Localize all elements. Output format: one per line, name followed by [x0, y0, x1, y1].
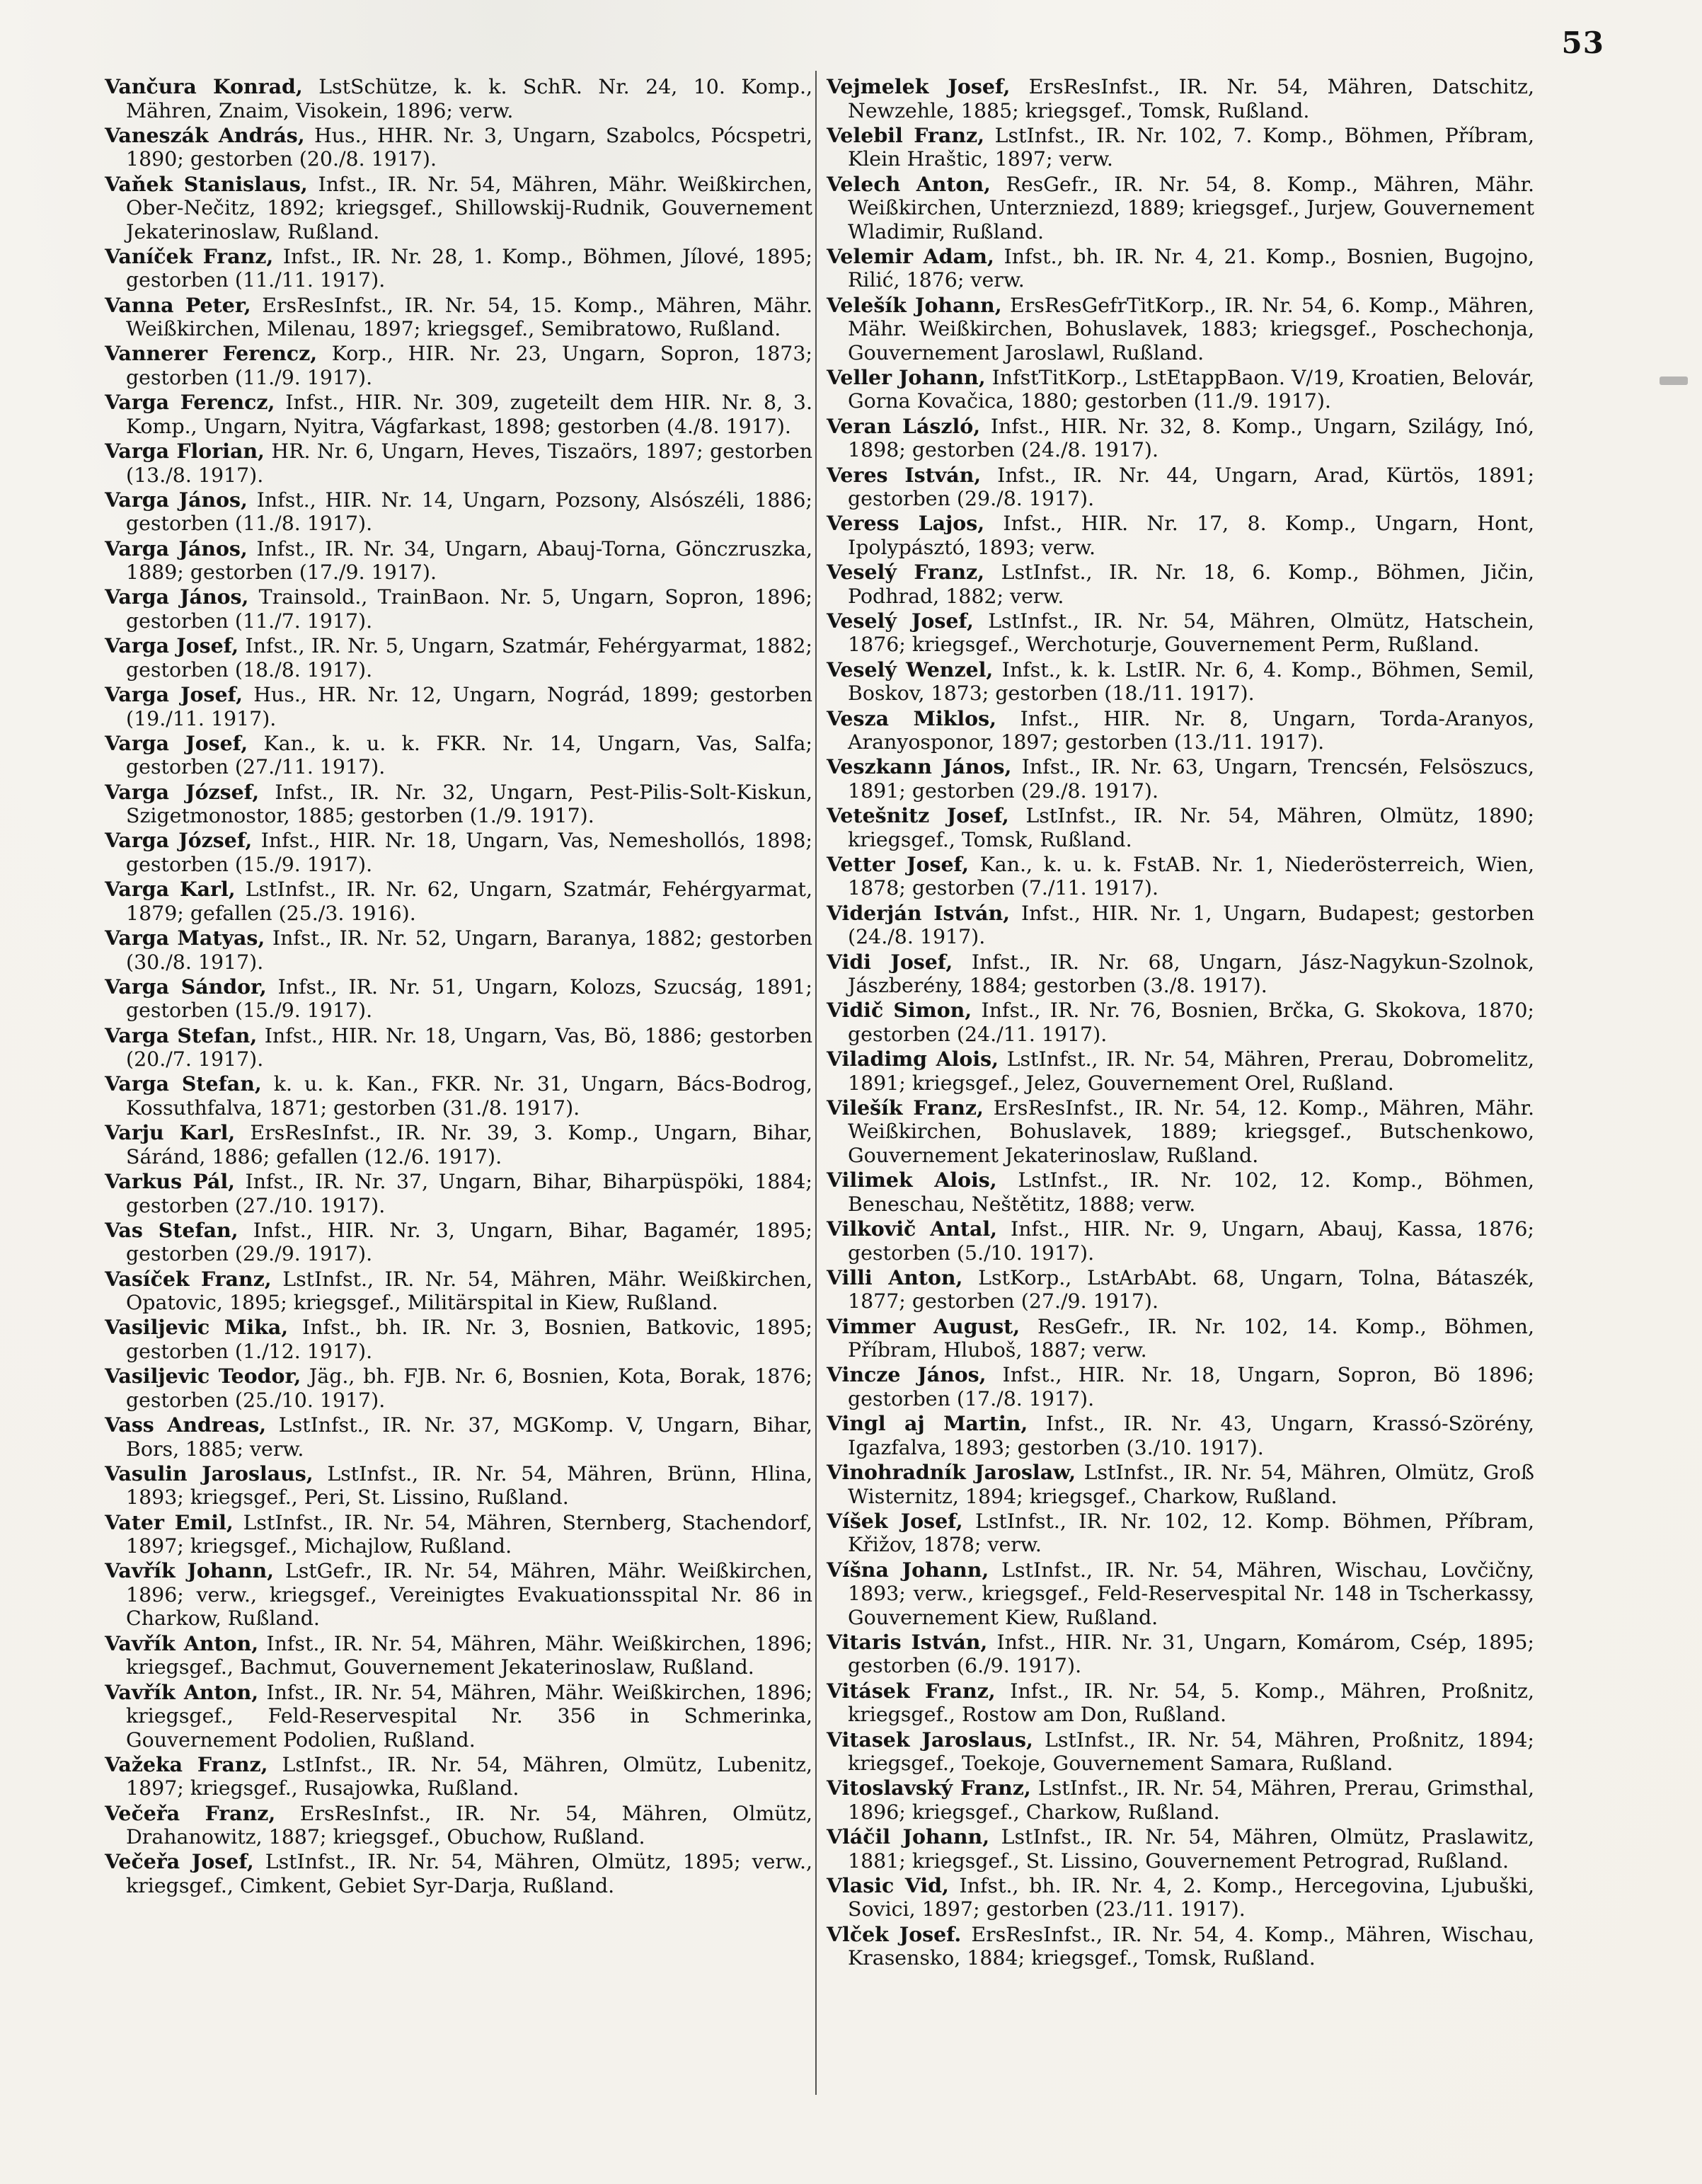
entry-name: Velebil Franz,: [827, 122, 984, 147]
register-entry: [105, 1413, 812, 1461]
entry-details: LstInfst., IR. Nr. 54, Mähren, Olmütz, Hatschein, 1876; kriegsgef., Werchoturje, Gouvernement Perm, Rußland.: [848, 609, 1535, 657]
entry-name: Vlasic Vid,: [827, 1873, 949, 1897]
register-entry: [827, 1217, 1534, 1265]
scan-speck: [1660, 377, 1688, 385]
register-entry: [827, 1315, 1534, 1362]
entry-name: Veres István,: [827, 462, 982, 487]
entry-name: Vincze János,: [827, 1362, 987, 1387]
entry-details: Infst., IR. Nr. 52, Ungarn, Baranya, 1882; gestorben (30./8. 1917).: [126, 926, 812, 974]
entry-details: ResGefr., IR. Nr. 102, 14. Komp., Böhmen, Příbram, Hluboš, 1887; verw.: [848, 1314, 1534, 1362]
entry-name: Veress Lajos,: [827, 511, 985, 536]
register-entry: [105, 1462, 812, 1510]
register-entry: [827, 1825, 1534, 1873]
register-entry: [827, 1874, 1534, 1921]
entry-name: Vetter Josef,: [827, 851, 970, 876]
entry-details: ErsResInfst., IR. Nr. 54, 4. Komp., Mähren, Wischau, Krasensko, 1884; kriegsgef., Tomsk, Rußland.: [848, 1922, 1535, 1970]
entry-details: LstInfst., IR. Nr. 54, Mähren, Mähr. Weißkirchen, Opatovic, 1895; kriegsgef., Militärspital in Kiew, Rußland.: [126, 1267, 812, 1315]
entry-name: Vimmer August,: [827, 1314, 1020, 1338]
entry-details: Infst., HIR. Nr. 17, 8. Komp., Ungarn, Hont, Ipolypásztó, 1893; verw.: [848, 512, 1534, 559]
entry-details: Infst., HIR. Nr. 18, Ungarn, Vas, Nemeshollós, 1898; gestorben (15./9. 1917).: [126, 829, 812, 876]
entry-details: ErsResInfst., IR. Nr. 39, 3. Komp., Ungarn, Bihar, Sáránd, 1886; gefallen (12./6. 1917).: [126, 1121, 812, 1168]
register-entry: [105, 294, 812, 341]
entry-name: Večeřa Franz,: [105, 1800, 276, 1825]
register-entry: [105, 173, 812, 244]
entry-name: Víšna Johann,: [827, 1557, 989, 1582]
register-entry: [827, 512, 1534, 559]
entry-name: Vavřík Anton,: [105, 1631, 259, 1655]
entry-details: LstInfst., IR. Nr. 54, Mähren, Olmütz, Praslawitz, 1881; kriegsgef., St. Lissino, Gouvernement Petrograd, Rußland.: [848, 1825, 1534, 1873]
entry-name: Varga János,: [105, 536, 248, 561]
entry-details: Infst., HIR. Nr. 14, Ungarn, Pozsony, Alsószéli, 1886; gestorben (11./8. 1917).: [126, 488, 812, 536]
entry-name: Varga József,: [105, 828, 253, 853]
entry-name: Vilešík Franz,: [827, 1095, 984, 1120]
register-entry: [105, 975, 812, 1023]
entry-name: Varga János,: [105, 487, 248, 512]
register-entry: [827, 1776, 1534, 1824]
register-entry: [105, 926, 812, 974]
entry-name: Velemir Adam,: [827, 243, 994, 268]
page-number: 53: [1561, 25, 1604, 60]
entry-name: Vasíček Franz,: [105, 1266, 272, 1291]
register-entry: [105, 342, 812, 389]
entry-name: Vavřík Johann,: [105, 1558, 275, 1583]
entry-details: LstInfst., IR. Nr. 102, 12. Komp. Böhmen, Příbram, Křižov, 1878; verw.: [848, 1509, 1534, 1557]
entry-details: HR. Nr. 6, Ungarn, Heves, Tiszaörs, 1897; gestorben (13./8. 1917).: [126, 439, 813, 487]
entry-name: Veller Johann,: [827, 364, 986, 389]
register-entry: [105, 1219, 812, 1266]
register-entry: [105, 732, 812, 779]
register-entry: [827, 1558, 1534, 1630]
entry-name: Vejmelek Josef,: [827, 74, 1011, 98]
register-entry: [827, 1679, 1534, 1727]
entry-details: Hus., HR. Nr. 12, Ungarn, Nográd, 1899; gestorben (19./11. 1917).: [126, 683, 813, 730]
register-entry: [827, 245, 1534, 292]
entry-name: Vasiljevic Teodor,: [105, 1364, 301, 1389]
register-entry: [827, 950, 1534, 998]
register-entry: [827, 902, 1534, 949]
entry-details: ErsResInfst., IR. Nr. 54, Mähren, Olmütz, Drahanowitz, 1887; kriegsgef., Obuchow, Rußland.: [126, 1801, 813, 1849]
entry-name: Vláčil Johann,: [827, 1824, 990, 1849]
entry-name: Viderján István,: [827, 900, 1011, 925]
entry-name: Vidič Simon,: [827, 998, 972, 1023]
register-entry: [827, 1728, 1534, 1776]
entry-name: Vitoslavský Franz,: [827, 1776, 1031, 1800]
entry-details: LstInfst., IR. Nr. 54, Mähren, Olmütz, Lubenitz, 1897; kriegsgef., Rusajowka, Rußland.: [126, 1752, 812, 1800]
entry-name: Varga Karl,: [105, 877, 236, 902]
entry-details: Infst., HIR. Nr. 3, Ungarn, Bihar, Bagamér, 1895; gestorben (29./9. 1917).: [126, 1218, 812, 1266]
register-entry: [827, 1510, 1534, 1557]
register-entry: [105, 124, 812, 171]
register-entry: [827, 1461, 1534, 1508]
entry-details: Infst., HIR. Nr. 8, Ungarn, Torda-Aranyos, Aranyosponor, 1897; gestorben (13./11. 1917).: [848, 706, 1534, 754]
register-entry: [105, 1850, 812, 1897]
entry-name: Veselý Josef,: [827, 608, 974, 633]
entry-name: Vesza Miklos,: [827, 706, 996, 730]
left-column: [105, 75, 812, 1899]
entry-name: Varga Florian,: [105, 439, 265, 464]
entry-details: Hus., HHR. Nr. 3, Ungarn, Szabolcs, Pócspetri, 1890; gestorben (20./8. 1917).: [126, 123, 812, 171]
register-entry: [827, 1363, 1534, 1410]
register-entry: [827, 1266, 1534, 1314]
register-entry: [827, 1631, 1534, 1678]
register-entry: [105, 634, 812, 682]
register-entry: [105, 781, 812, 828]
register-entry: [105, 488, 812, 536]
register-entry: [105, 585, 812, 633]
entry-details: Infst., HIR. Nr. 32, 8. Komp., Ungarn, Szilágy, Inó, 1898; gestorben (24./8. 1917).: [848, 414, 1534, 462]
register-entry: [105, 245, 812, 292]
register-entry: [105, 439, 812, 487]
entry-name: Vass Andreas,: [105, 1413, 267, 1437]
register-entry: [827, 609, 1534, 657]
entry-details: ResGefr., IR. Nr. 54, 8. Komp., Mähren, Mähr. Weißkirchen, Unterzniezd, 1889; kriegsgef., Jurjew, Gouvernement Wladimir, Rußland.: [848, 172, 1534, 243]
entry-name: Veselý Franz,: [827, 560, 984, 585]
entry-name: Velešík Johann,: [827, 292, 1002, 317]
entry-details: Infst., IR. Nr. 54, Mähren, Mähr. Weißkirchen, 1896; kriegsgef., Feld-Reservespital Nr. 356 in Schmerinka, Gouvernement Podolien, Rußland.: [126, 1680, 812, 1752]
entry-name: Varga Josef,: [105, 730, 248, 755]
entry-details: LstInfst., IR. Nr. 54, Mähren, Olmütz, 1890; kriegsgef., Tomsk, Rußland.: [848, 804, 1534, 851]
entry-name: Varga János,: [105, 585, 249, 609]
entry-name: Villi Anton,: [827, 1265, 963, 1289]
register-entry: [105, 829, 812, 876]
entry-details: Infst., IR. Nr. 43, Ungarn, Krassó-Szörény, Igazfalva, 1893; gestorben (3./10. 1917).: [848, 1412, 1534, 1459]
entry-details: LstSchütze, k. k. SchR. Nr. 24, 10. Komp., Mähren, Znaim, Visokein, 1896; verw.: [126, 75, 813, 122]
entry-details: LstInfst., IR. Nr. 62, Ungarn, Szatmár, Fehérgyarmat, 1879; gefallen (25./3. 1916).: [126, 878, 812, 925]
register-entry: [827, 464, 1534, 511]
entry-details: Infst., IR. Nr. 32, Ungarn, Pest-Pilis-Solt-Kiskun, Szigetmonostor, 1885; gestorben (1./9. 1917).: [126, 780, 812, 828]
entry-details: ErsResInfst., IR. Nr. 54, Mähren, Datschitz, Newzehle, 1885; kriegsgef., Tomsk, Rußland.: [848, 75, 1534, 122]
entry-details: Jäg., bh. FJB. Nr. 6, Bosnien, Kota, Borak, 1876; gestorben (25./10. 1917).: [126, 1364, 812, 1412]
entry-details: Infst., bh. IR. Nr. 4, 2. Komp., Hercegovina, Ljubuški, Sovici, 1897; gestorben (23./11. 1917).: [848, 1873, 1535, 1921]
entry-details: ErsResGefrTitKorp., IR. Nr. 54, 6. Komp., Mähren, Mähr. Weißkirchen, Bohuslavek, 1883; kriegsgef., Poschechonja, Gouvernement Jaroslawl, Rußland.: [848, 293, 1534, 364]
entry-details: Infst., IR. Nr. 34, Ungarn, Abauj-Torna, Gönczruszka, 1889; gestorben (17./9. 1917).: [126, 536, 812, 585]
entry-details: Infst., IR. Nr. 63, Ungarn, Trencsén, Felsöszucs, 1891; gestorben (29./8. 1917).: [848, 755, 1535, 803]
entry-details: LstInfst., IR. Nr. 18, 6. Komp., Böhmen, Jičin, Podhrad, 1882; verw.: [848, 561, 1534, 608]
entry-name: Veselý Wenzel,: [827, 657, 994, 682]
entry-name: Varga József,: [105, 779, 260, 804]
right-column: [827, 75, 1534, 1971]
register-entry: [827, 658, 1534, 706]
register-entry: [105, 1316, 812, 1363]
entry-details: LstInfst., IR. Nr. 54, Mähren, Brünn, Hlina, 1893; kriegsgef., Peri, St. Lissino, Rußland.: [126, 1461, 812, 1510]
register-entry: [105, 1268, 812, 1315]
register-entry: [827, 366, 1534, 413]
register-entry: [105, 1072, 812, 1120]
entry-details: InfstTitKorp., LstEtappBaon. V/19, Kroatien, Belovár, Gorna Kovačica, 1880; gestorben (11./9. 1917).: [848, 365, 1534, 413]
entry-details: ErsResInfst., IR. Nr. 54, 12. Komp., Mähren, Mähr. Weißkirchen, Bohuslavek, 1889; kriegsgef., Butschenkowo, Gouvernement Jekaterinoslaw, Rußland.: [848, 1096, 1534, 1167]
entry-details: LstInfst., IR. Nr. 54, Mähren, Sternberg, Stachendorf, 1897; kriegsgef., Michajlow, Rußland.: [126, 1510, 812, 1558]
register-entry: [105, 1559, 812, 1631]
register-entry: [105, 1802, 812, 1849]
entry-details: LstKorp., LstArbAbt. 68, Ungarn, Tolna, Bátaszék, 1877; gestorben (27./9. 1917).: [848, 1265, 1534, 1314]
register-entry: [105, 1121, 812, 1168]
entry-details: Infst., HIR. Nr. 18, Ungarn, Sopron, Bö 1896; gestorben (17./8. 1917).: [848, 1363, 1534, 1410]
register-entry: [105, 391, 812, 438]
entry-details: Infst., HIR. Nr. 31, Ungarn, Komárom, Csép, 1895; gestorben (6./9. 1917).: [848, 1630, 1535, 1678]
entry-details: Korp., HIR. Nr. 23, Ungarn, Sopron, 1873; gestorben (11./9. 1917).: [126, 342, 812, 389]
entry-name: Vaneszák András,: [105, 122, 305, 147]
entry-details: LstInfst., IR. Nr. 54, Mähren, Wischau, Lovčičny, 1893; verw., kriegsgef., Feld-Reservespital Nr. 148 in Tscherkassy, Gouvernement Kiew, Rußland.: [848, 1558, 1534, 1629]
entry-name: Varga Matyas,: [105, 926, 265, 950]
register-entry: [827, 1096, 1534, 1168]
entry-name: Viladimg Alois,: [827, 1047, 999, 1071]
entry-details: LstInfst., IR. Nr. 37, MGKomp. V, Ungarn, Bihar, Bors, 1885; verw.: [126, 1413, 812, 1461]
entry-details: Infst., IR. Nr. 54, Mähren, Mähr. Weißkirchen, Ober-Nečitz, 1892; kriegsgef., Shillowskij-Rudnik, Gouvernement Jekaterinoslaw, Rußland.: [126, 172, 812, 243]
entry-name: Varga Stefan,: [105, 1023, 258, 1047]
register-entry: [105, 878, 812, 925]
entry-details: k. u. k. Kan., FKR. Nr. 31, Ungarn, Bács-Bodrog, Kossuthfalva, 1871; gestorben (31./8. 1917).: [126, 1072, 812, 1120]
entry-details: Trainsold., TrainBaon. Nr. 5, Ungarn, Sopron, 1896; gestorben (11./7. 1917).: [126, 585, 812, 633]
entry-details: LstInfst., IR. Nr. 54, Mähren, Prerau, Dobromelitz, 1891; kriegsgef., Jelez, Gouvernement Orel, Rußland.: [848, 1047, 1534, 1095]
entry-name: Vater Emil,: [105, 1510, 234, 1534]
entry-details: Infst., IR. Nr. 44, Ungarn, Arad, Kürtös, 1891; gestorben (29./8. 1917).: [848, 463, 1535, 511]
entry-details: LstInfst., IR. Nr. 102, 7. Komp., Böhmen, Příbram, Klein Hraštic, 1897; verw.: [848, 123, 1534, 171]
register-entry: [827, 173, 1534, 244]
entry-name: Varga Sándor,: [105, 974, 267, 999]
entry-details: Infst., HIR. Nr. 9, Ungarn, Abauj, Kassa, 1876; gestorben (5./10. 1917).: [848, 1217, 1534, 1265]
entry-details: LstInfst., IR. Nr. 54, Mähren, Proßnitz, 1894; kriegsgef., Toekoje, Gouvernement Samara, Rußland.: [848, 1728, 1534, 1775]
entry-details: Infst., bh. IR. Nr. 4, 21. Komp., Bosnien, Bugojno, Rilić, 1876; verw.: [848, 244, 1534, 292]
register-entry: [827, 415, 1534, 462]
entry-details: Infst., IR. Nr. 54, Mähren, Mähr. Weißkirchen, 1896; kriegsgef., Bachmut, Gouvernement Jekaterinoslaw, Rußland.: [126, 1631, 812, 1679]
entry-details: Infst., HIR. Nr. 18, Ungarn, Vas, Bö, 1886; gestorben (20./7. 1917).: [126, 1023, 812, 1071]
entry-details: Infst., HIR. Nr. 1, Ungarn, Budapest; gestorben (24./8. 1917).: [848, 901, 1534, 949]
entry-name: Vaňek Stanislaus,: [105, 171, 308, 196]
entry-name: Vitasek Jaroslaus,: [827, 1727, 1033, 1752]
entry-details: LstInfst., IR. Nr. 102, 12. Komp., Böhmen, Beneschau, Neštětitz, 1888; verw.: [848, 1168, 1534, 1216]
entry-name: Velech Anton,: [827, 171, 991, 196]
entry-details: Infst., IR. Nr. 76, Bosnien, Brčka, G. Skokova, 1870; gestorben (24./11. 1917).: [848, 999, 1534, 1046]
entry-name: Večeřa Josef,: [105, 1849, 254, 1874]
column-divider: [815, 71, 817, 2095]
entry-name: Vitaris István,: [827, 1629, 988, 1654]
entry-name: Vilimek Alois,: [827, 1168, 997, 1192]
register-entry: [827, 1412, 1534, 1459]
entry-name: Vinohradník Jaroslaw,: [827, 1460, 1076, 1485]
entry-name: Vannerer Ferencz,: [105, 341, 318, 366]
entry-name: Vasulin Jaroslaus,: [105, 1461, 314, 1485]
register-entry: [827, 124, 1534, 171]
entry-name: Vančura Konrad,: [105, 74, 303, 98]
entry-name: Vidi Josef,: [827, 949, 953, 974]
entry-details: Infst., bh. IR. Nr. 3, Bosnien, Batkovic, 1895; gestorben (1./12. 1917).: [126, 1316, 813, 1363]
entry-name: Varga Josef,: [105, 682, 243, 707]
entry-details: Infst., IR. Nr. 68, Ungarn, Jász-Nagykun-Szolnok, Jászberény, 1884; gestorben (3./8. 1917).: [848, 950, 1534, 998]
register-entry: [827, 561, 1534, 608]
register-entry: [827, 804, 1534, 851]
entry-details: Kan., k. u. k. FKR. Nr. 14, Ungarn, Vas, Salfa; gestorben (27./11. 1917).: [126, 731, 813, 779]
register-entry: [105, 1024, 812, 1071]
register-entry: [827, 1047, 1534, 1095]
entry-name: Veran László,: [827, 413, 981, 438]
register-entry: [105, 1681, 812, 1752]
entry-details: Infst., IR. Nr. 28, 1. Komp., Böhmen, Jílové, 1895; gestorben (11./11. 1917).: [126, 244, 813, 292]
entry-name: Veszkann János,: [827, 754, 1012, 779]
entry-details: Infst., IR. Nr. 5, Ungarn, Szatmár, Fehérgyarmat, 1882; gestorben (18./8. 1917).: [126, 634, 812, 682]
entry-details: LstGefr., IR. Nr. 54, Mähren, Mähr. Weißkirchen, 1896; verw., kriegsgef., Vereinigtes Evakuationsspital Nr. 86 in Charkow, Rußland.: [126, 1559, 812, 1631]
register-entry: [105, 1511, 812, 1558]
entry-name: Vingl aj Martin,: [827, 1411, 1028, 1436]
register-entry: [827, 1923, 1534, 1970]
entry-details: Infst., HIR. Nr. 309, zugeteilt dem HIR. Nr. 8, 3. Komp., Ungarn, Nyitra, Vágfarkast, 1898; gestorben (4./8. 1917).: [126, 391, 813, 438]
register-entry: [105, 75, 812, 122]
entry-name: Važeka Franz,: [105, 1752, 268, 1776]
register-entry: [105, 1632, 812, 1679]
entry-name: Varju Karl,: [105, 1120, 236, 1145]
entry-name: Víšek Josef,: [827, 1508, 963, 1533]
register-entry: [105, 683, 812, 730]
register-entry: [827, 1168, 1534, 1216]
entry-details: LstInfst., IR. Nr. 54, Mähren, Prerau, Grimsthal, 1896; kriegsgef., Charkow, Rußland.: [848, 1776, 1534, 1824]
entry-name: Vlček Josef.: [827, 1921, 962, 1946]
register-entry: [827, 755, 1534, 803]
entry-name: Varkus Pál,: [105, 1169, 236, 1194]
entry-details: Infst., IR. Nr. 51, Ungarn, Kolozs, Szucság, 1891; gestorben (15./9. 1917).: [126, 975, 812, 1023]
register-entry: [105, 1170, 812, 1217]
entry-name: Vanna Peter,: [105, 292, 251, 317]
entry-name: Vavřík Anton,: [105, 1679, 259, 1704]
entry-name: Vitásek Franz,: [827, 1678, 996, 1703]
entry-details: Kan., k. u. k. FstAB. Nr. 1, Niederösterreich, Wien, 1878; gestorben (7./11. 1917).: [848, 852, 1534, 900]
entry-name: Vasiljevic Mika,: [105, 1315, 289, 1340]
entry-name: Vetešnitz Josef,: [827, 803, 1009, 828]
register-entry: [827, 75, 1534, 122]
register-entry: [827, 853, 1534, 900]
register-entry: [827, 707, 1534, 754]
entry-details: Infst., IR. Nr. 37, Ungarn, Bihar, Biharpüspöki, 1884; gestorben (27./10. 1917).: [126, 1170, 812, 1217]
entry-name: Vaníček Franz,: [105, 243, 274, 268]
register-entry: [105, 1364, 812, 1412]
register-entry: [827, 999, 1534, 1046]
entry-name: Vas Stefan,: [105, 1217, 238, 1242]
entry-details: LstInfst., IR. Nr. 54, Mähren, Olmütz, Groß Wisternitz, 1894; kriegsgef., Charkow, Rußland.: [848, 1461, 1534, 1508]
entry-details: ErsResInfst., IR. Nr. 54, 15. Komp., Mähren, Mähr. Weißkirchen, Milenau, 1897; kriegsgef., Semibratowo, Rußland.: [126, 293, 813, 341]
register-entry: [105, 1753, 812, 1800]
register-entry: [105, 537, 812, 585]
entry-name: Varga Josef,: [105, 633, 239, 658]
entry-name: Varga Stefan,: [105, 1071, 262, 1096]
entry-name: Varga Ferencz,: [105, 390, 275, 415]
entry-details: Infst., k. k. LstIR. Nr. 6, 4. Komp., Böhmen, Semil, Boskov, 1873; gestorben (18./11. 1917).: [848, 657, 1534, 706]
entry-name: Vilkovič Antal,: [827, 1217, 998, 1241]
register-entry: [827, 294, 1534, 365]
entry-details: Infst., IR. Nr. 54, 5. Komp., Mähren, Proßnitz, kriegsgef., Rostow am Don, Rußland.: [848, 1679, 1534, 1727]
entry-details: LstInfst., IR. Nr. 54, Mähren, Olmütz, 1895; verw., kriegsgef., Cimkent, Gebiet Syr-Darja, Rußland.: [126, 1850, 812, 1897]
